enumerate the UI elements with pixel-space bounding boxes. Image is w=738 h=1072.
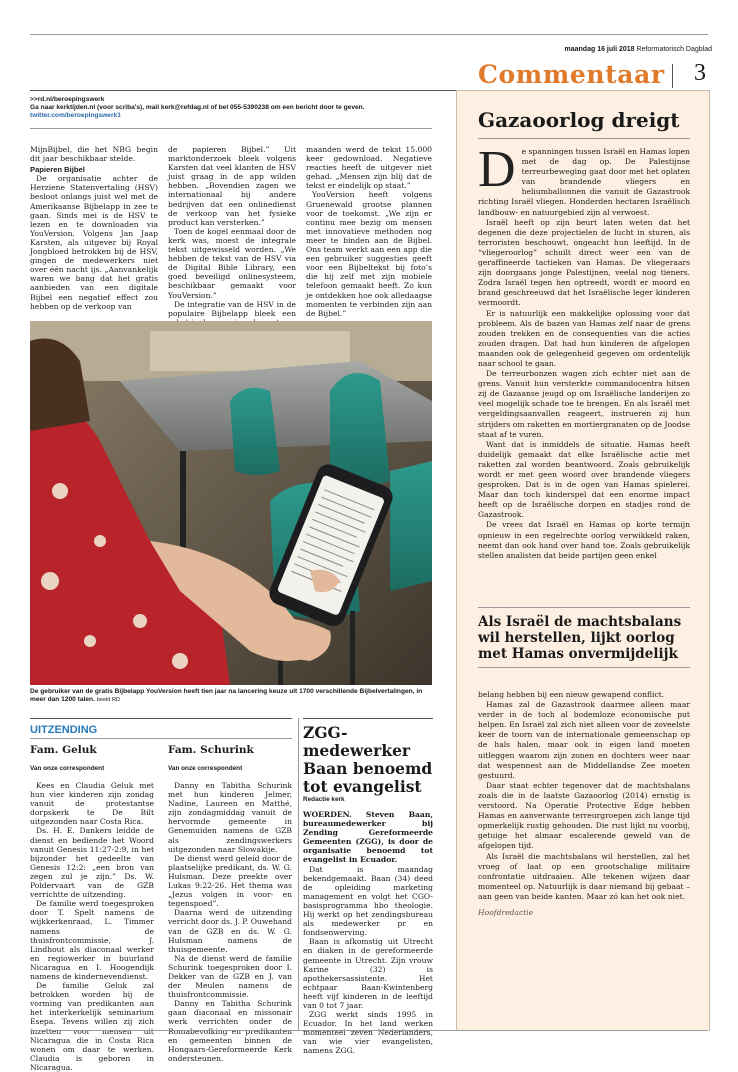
- uitzending-rule: [30, 718, 292, 719]
- info-contact: Ga naar kerktijden.nl (voor scriba's), mail kerk@refdag.nl of bel 055-5390238 om een bericht door te geven.: [30, 104, 365, 111]
- paragraph: De dienst werd geleid door de plaatselijke predikant, ds. W. G. Hulsman. Deze preekte over Lukas 9:22-26. Het thema was „Jezus volgen in voor- en tegenspoed”.: [168, 853, 292, 909]
- editorial-dropcap: D: [478, 141, 516, 198]
- paragraph: Daarna werd de uitzending verricht door ds. J. P. Ouwehand van de GZB en ds. W. G. Hulsman namens de thuisgemeente.: [168, 908, 292, 954]
- zgg-body: [303, 810, 433, 1056]
- paragraph: Hamas zal de Gazastrook daarmee alleen maar verder in de toch al bodemloze economische put helpen. En Israël zal zich niet alleen voor de zoveelste keer de toorn van de internationale gemeenschap op de hals halen, maar ook in eigen land moeten uitleggen waarom zijn zonen en dochters weer naar dat wespennest aan de Middellandse Zee moeten gestuurd.: [478, 700, 690, 780]
- editorial-title: Gazaoorlog dreigt: [478, 108, 680, 132]
- paragraph: Danny en Tabitha Schurink gaan diaconaal en missonair werk verrichten onder de Romabevolking en predikanten en gemeenten binnen de Hongaars-Gereformeerde Kerk ondersteunen.: [168, 999, 292, 1063]
- paragraph: maanden werd de tekst 15.000 keer gedownload. Negatieve reacties heeft de uitgever niet gehad. „Mensen zijn blij dat de tekst er eindelijk op staat.”: [306, 145, 432, 191]
- section-title: Commentaar: [478, 60, 665, 89]
- info-url[interactable]: >>rd.nl/beroepingswerk: [30, 96, 105, 103]
- paragraph: Kees en Claudia Geluk met hun vier kinderen zijn zondag vanuit de protestantse dorpskerk te De Bilt uitgezonden naar Costa Rica.: [30, 781, 154, 827]
- editorial-title-rule: [478, 138, 690, 139]
- schurink-byline: Van onze correspondent: [168, 765, 243, 772]
- schurink-article: [168, 744, 292, 1063]
- paragraph: Israël heeft op zijn beurt laten weten dat het degenen die deze projectielen de lucht in sturen, als terroristen beschouwt, ongeacht hun leeftijd. In de “vliegeroorlog” schuilt direct weer een van de geraffineerde tactieken van Hamas. De vliegeraars zijn doorgaans jonge Palestijnen, veelal nog tieners. Zodra Israël tegen hen optreedt, wordt er moord en brand geschreeuwd dat het Israëlische leger kinderen vermoordt.: [478, 217, 690, 308]
- paragraph: Na de dienst werd de familie Schurink toegesproken door I. Dekker van de GZB en J. van der Meulen namens de thuisfrontcommissie.: [168, 953, 292, 1000]
- article-column-3: [306, 145, 432, 318]
- header-dateline: maandag 16 juli 2018 Reformatorisch Dagblad: [564, 46, 712, 53]
- editorial-body-continued: [478, 690, 690, 918]
- geluk-byline: Van onze correspondent: [30, 765, 105, 772]
- subheading: Papieren Bijbel: [30, 165, 85, 175]
- paragraph: De integratie van de HSV in de populaire Bijbelapp bleek een: [168, 299, 296, 318]
- paragraph: De terreurbonzen wagen zich echter niet aan de grens. Vanuit hun versterkte commandocentra hitsen zij de Gazaanse jeugd op om Israëlische landerijen zo veel mogelijk schade toe te brengen. En als Israël met vergeldingsaanvallen reageert, instrueren zij hun strijders om raketten en mortiergranaten op de Joodse staat af te vuren.: [478, 369, 690, 439]
- quote-top-rule: [478, 607, 690, 608]
- zgg-byline: Redactie kerk: [303, 796, 345, 803]
- section-separator: [672, 64, 673, 88]
- paragraph: Danny en Tabitha Schurink met hun kinderen Jelmer, Nadine, Laureen en Matthé, zijn zondagmiddag vanuit de hervormde gemeente in Genemuiden namens de GZB als zendingswerkers uitgezonden naar Slowakije.: [168, 781, 292, 854]
- paragraph: De familie Geluk zal betrokken worden bij de vorming van predikanten aan het interkerkelijk seminarium Esepa. Tevens willen zij zich inzetten voor mensen uit Nicaragua die in Costa Rica wonen om daar te werken. Claudia is geboren in Nicaragua.: [30, 981, 154, 1072]
- header-rule: [30, 90, 456, 91]
- geluk-title: Fam. Geluk: [30, 744, 97, 756]
- pull-quote: Als Israël de machtsbalans wil herstellen, lijkt oorlog met Hamas onvermijdelijk: [478, 614, 682, 662]
- paragraph: de papieren Bijbel.” Uit marktonderzoek bleek volgens Karsten dat veel klanten de HSV juist graag in de app wilden hebben. „Bovendien zagen we internationaal bij andere bedrijven dat een onlinedienst de verkoop van het fysieke product kan versterken.”: [168, 145, 296, 227]
- uitzending-subrule: [30, 738, 292, 739]
- paragraph: Want dat is inmiddels de situatie. Hamas heeft duidelijk gemaakt dat elke Israëlische actie met raketten zal worden beantwoord. Zoals gebruikelijk wordt er met geen woord over brandende vliegers gesproken. Dat is in de ogen van Hamas spielerei. Maar dan toch kinderspel dat een enorme impact heeft op de Israëlische dorpen en stadjes rond de Gazastrook.: [478, 439, 690, 520]
- paragraph: De vrees dat Israël en Hamas op korte termijn opnieuw in een regelrechte oorlog verwikkeld raken, neemt dan ook hand over hand toe. Zoals gebruikelijk stellen analisten dat beide partijen geen enkel: [478, 520, 690, 560]
- paragraph: Als Israël die machtsbalans wil herstellen, zal het vroeg of laat op een grootschalige militaire confrontatie uitdraaien. Alle tekenen wijzen daar momenteel op. Natuurlijk is daar niemand bij gebaat – aan geen van beide kanten. Maar zó kan het ook niet.: [478, 851, 690, 901]
- editorial-body: De spanningen tussen Israël en Hamas lopen met de dag op. De Palestijnse terreurbeweging gaat door met het oplaten van brandende vliegers en heliumballonnen die vanuit de Gazastrook richting Israël vliegen. Honderden hectaren Israëlisch landbouw- en natuurgebied zijn al verwoest. Israël heeft op zijn beurt laten weten dat het degenen die deze projectielen de lucht in sturen, als terroristen beschouwt, ongeacht hun leeftijd. In de “vliegeroorlog” schuilt direct weer een van de geraffineerde tactieken van Hamas. De vliegeraars zijn doorgaans jonge Palestijnen, veelal nog tieners. Zodra Israël tegen hen optreedt, wordt er moord en brand geschreeuwd dat het Israëlische leger kinderen vermoordt. Er is natuurlijk een makkelijke oplossing voor dat probleem. Als de bazen van Hamas zelf naar de grens zouden trekken en de consequenties van die acties zouden dragen. Dat had hun kinderen de afgelopen maanden ook de gelegenheid gegeven om ordentelijk naar school te gaan. De terreurbonzen wagen zich echter niet aan de grens. Vanuit hun versterkte commandocentra hitsen zij de Gazaanse jeugd op om Israëlische landerijen zo veel mogelijk schade toe te brengen. En als Israël met vergeldingsaanvallen reageert, instrueren zij hun strijders om raketten en mortiergranaten op de Joodse staat af te vuren. Want dat is inmiddels de situatie. Hamas heeft duidelijk gemaakt dat elke Israëlische actie met raketten zal worden beantwoord. Zoals gebruikelijk wordt er met geen woord over brandende vliegers gesproken. Dat is in de ogen van Hamas spielerei. Maar dan toch kinderspel dat een enorme impact heeft op de Israëlische dorpen en stadjes rond de Gazastrook. De vrees dat Israël en Hamas op korte termijn opnieuw in een regelrechte oorlog verwikkeld raken, neemt dan ook hand over hand toe. Zoals gebruikelijk stellen analisten dat beide partijen geen enkel: [478, 141, 690, 560]
- editorial-signature: Hoofdredactie: [478, 907, 534, 917]
- info-twitter-link[interactable]: twitter.com/beroepingswerk1: [30, 112, 121, 119]
- uitzending-label: UITZENDING: [30, 724, 98, 736]
- paragraph: De familie werd toegesproken door T. Spelt namens de wijkkerkenraad, L. Timmer namens de thuisfrontcommissie, J. Lindhout als diaconaal werker en regiowerker in buurland Nicaragua en I. Hoogendijk namens de kindernevendienst.: [30, 899, 154, 981]
- paragraph: Baan is afkomstig uit Utrecht en diaken in de gereformeerde gemeente in Utrecht. Zijn vrouw Karine (32) is apothekersassistente. Het echtpaar Baan-Kwintenberg heeft vijf kinderen in de leeftijd van 0 tot 7 jaar.: [303, 937, 433, 1010]
- bottom-rule: [30, 1030, 708, 1031]
- geluk-article: [30, 744, 154, 1072]
- zgg-title: ZGG-medewerker Baan benoemd tot evangelist: [303, 723, 433, 796]
- beroepingswerk-info: [30, 96, 365, 120]
- paragraph: YouVersion heeft volgens Gruenewald grootse plannen voor de toekomst. „We zijn er continu mee bezig om mensen met innovatieve methoden nog meer te binden aan de Bijbel. Ons team werkt aan een app die een gebruiker suggesties geeft voor een Bijbeltekst bij foto’s die hij zelf met zijn mobiele telefoon gemaakt heeft. Zo kun je ontdekken hoe ook alledaagse momenten te verbinden zijn aan de Bijbel.”: [306, 190, 432, 318]
- article-column-2: [168, 145, 296, 327]
- schurink-body: [168, 781, 292, 1063]
- quote-bottom-rule: [478, 667, 690, 668]
- paragraph: ZGG werkt sinds 1995 in Ecuador. In het land werken momenteel zeven Nederlanders, van wie vier evangelisten, namens ZGG.: [303, 1010, 433, 1056]
- paragraph: Daar staat echter tegenover dat de machtsbalans zoals die in de laatste Gazaoorlog (2014) ernstig is verstoord. Na Operatie Protective Edge hebben Hamas en aanverwante terreurgroepen zich lange tijd opmerkelijk rustig gehouden. Die rust lijkt nu voorbij, getuige het almaar escalerende geweld van de afgelopen tijd.: [478, 780, 690, 851]
- article-column-1: [30, 145, 158, 311]
- paragraph: Dat is maandag bekendgemaakt. Baan (34) deed de opleiding marketing management en volgt het CGO-basisprogramma hbo theologie. Hij werkt op het zendingsbureau als medewerker pr en fondsenwerving.: [303, 864, 433, 938]
- paragraph: Er is natuurlijk een makkelijke oplossing voor dat probleem. Als de bazen van Hamas zelf naar de grens zouden trekken en de consequenties van die acties zouden dragen. Dat had hun kinderen de afgelopen maanden ook de gelegenheid gegeven om ordentelijk naar school te gaan.: [478, 308, 690, 368]
- paragraph: Toen de kogel eenmaal door de kerk was, moest de integrale tekst uitgewisseld worden. „We hebben de tekst van de HSV via de Digital Bible Library, een goed beveiligd onlinesysteem, beschikbaar gemaakt voor YouVersion.”: [168, 226, 296, 300]
- paragraph: belang hebben bij een nieuw gewapend conflict.: [478, 690, 665, 699]
- column-divider: [298, 718, 299, 1030]
- top-rule: [30, 34, 708, 35]
- zgg-lead: WOERDEN. Steven Baan, bureaumedewerker bij Zending Gereformeerde Gemeenten (ZGG), is door de organisatie benoemd tot evangelist in Ecuador.: [303, 810, 433, 865]
- paragraph: MijnBijbel, die het NBG begin dit jaar beschikbaar stelde.: [30, 145, 158, 164]
- paragraph: De organisatie achter de Herziene Statenvertaling (HSV) besloot onlangs juist wel met de Amerikaanse Bijbelapp in zee te gaan. Sinds mei is de HSV te lezen en te downloaden via YouVersion. Volgens Jan Jaap Karsten, als uitgever bij Royal Jongbloed betrokken bij de HSV, gingen de medewerkers niet over één nacht ijs. „Aanvankelijk waren we bang dat het gratis aanbieden van een digitale Bijbel een negatief effect zou hebben op de verkoop van: [30, 174, 158, 311]
- bible-app-photo: [30, 321, 432, 685]
- geluk-body: [30, 781, 154, 1072]
- photo-caption: De gebruiker van de gratis Bijbelapp YouVersion heeft tien jaar na lancering keuze uit 1700 verschillende Bijbelvertalingen, in meer dan 1200 talen. beeld RD: [30, 688, 423, 704]
- info-rule: [30, 128, 432, 129]
- page-number: 3: [694, 60, 706, 86]
- schurink-title: Fam. Schurink: [168, 744, 254, 756]
- zgg-rule: [303, 718, 433, 719]
- paragraph: Ds. H. E. Dankers leidde de dienst en bediende het Woord vanuit Genesis 11:27-2:9, in het bijzonder het gedeelte van Genesis 12:2: „een bron van zegen zul je zijn.” Ds. W. Poldervaart van de GZB verrichtte de uitzending.: [30, 826, 154, 900]
